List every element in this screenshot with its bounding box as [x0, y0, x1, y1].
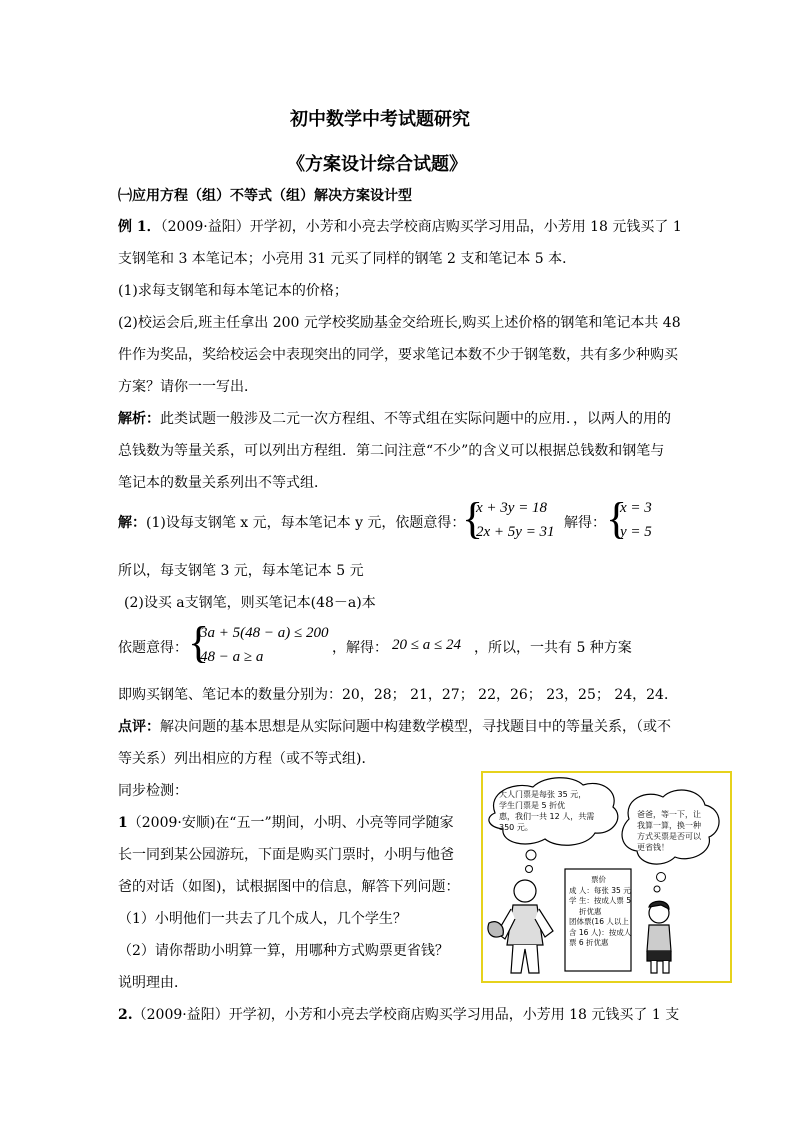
practice1-q3: 说明理由．: [118, 975, 188, 991]
page-title: 初中数学中考试题研究: [290, 109, 470, 130]
practice-heading: 同步检测：: [118, 783, 188, 799]
cloud-bubble-right-2: [654, 886, 660, 892]
price-board-title: 票价: [591, 875, 606, 884]
solution-brace: {: [606, 494, 628, 543]
page-subtitle: 《方案设计综合试题》: [287, 154, 467, 175]
comment-label: 点评：: [118, 719, 160, 735]
equation-brace: {: [462, 494, 484, 543]
practice1-line1: [118, 813, 454, 833]
example1-line1: [118, 217, 682, 237]
example1-q1: (1)求每支钢笔和每本笔记本的价格；: [118, 283, 348, 299]
practice1-line3: 爸的对话（如图)，试根据图中的信息，解答下列问题：: [118, 879, 460, 895]
price-board-line2: 学 生：按成人票 5: [569, 896, 632, 905]
analysis-label: 解析：: [118, 411, 160, 427]
price-board-line1: 成 人：每张 35 元: [569, 885, 631, 895]
example1-q2-line3: 方案？请你一一写出．: [118, 379, 258, 395]
practice2-label: 2.: [118, 1007, 133, 1023]
cloud-right-text: [637, 809, 701, 853]
practice1-q2: （2）请你帮助小明算一算，用哪种方式购票更省钱？: [118, 943, 449, 959]
comment-line1: [118, 717, 671, 737]
practice2-text1: （2009·益阳）开学初，小芳和小亮去学校商店购买学习用品，小芳用 18 元钱买了 1 支: [132, 1007, 680, 1023]
cloud-bubble-left-1: [526, 850, 536, 860]
comment-line2: 等关系）列出相应的方程（或不等式组)．: [118, 751, 376, 767]
cloud-right-line4: 更省钱！: [637, 843, 669, 852]
solve-label: 解得：: [564, 515, 606, 531]
solution-x: x = 3: [620, 500, 652, 516]
analysis-line1: [118, 409, 671, 429]
price-board-line6: 票 6 折优惠: [569, 938, 609, 947]
cloud-bubble-left-2: [526, 866, 533, 873]
practice1-line2: 长一同到某公园游玩，下面是购买门票时，小明与他爸: [118, 847, 454, 863]
price-board-line3: 折优惠: [579, 906, 602, 916]
analysis-text1: 此类试题一般涉及二元一次方程组、不等式组在实际问题中的应用．，以两人的用的: [160, 411, 671, 427]
solution-range: 20 ≤ a ≤ 24: [392, 637, 461, 653]
solution-part2-prefix: 依题意得：: [118, 640, 188, 656]
father-figure: [488, 880, 553, 973]
inequality-2: 48 − a ≥ a: [200, 649, 264, 665]
example1-q2-line1: (2)校运会后,班主任拿出 200 元学校奖励基金交给班长,购买上述价格的钢笔和笔记本共 48: [118, 315, 681, 331]
solution-part2-solve: ，解得：: [332, 640, 388, 656]
cloud-bubble-right-1: [657, 873, 666, 882]
cloud-left-text: [499, 789, 594, 833]
practice1-q1: （1）小明他们一共去了几个成人，几个学生？: [118, 911, 407, 927]
solution-part1-text: (1)设每支钢笔 x 元，每本笔记本 y 元，依题意得：: [146, 515, 466, 531]
section-heading: ㈠应用方程（组）不等式（组）解决方案设计型: [118, 188, 412, 204]
cloud-right-line2: 我算一算，换一种: [637, 821, 701, 830]
boy-figure: [647, 901, 671, 973]
practice1-label: 1: [118, 815, 128, 831]
equation-1: x + 3y = 18: [476, 500, 548, 516]
solution-plans: 即购买钢笔、笔记本的数量分别为：20，28； 21，27； 22，26； 23，25； 24，24．: [118, 687, 678, 703]
solution-label: 解：: [118, 515, 146, 531]
example1-q2-line2: 件作为奖品，奖给校运会中表现突出的同学，要求笔记本数不少于钢笔数，共有多少种购买: [118, 347, 678, 363]
example1-text1: （2009·益阳）开学初，小芳和小亮去学校商店购买学习用品，小芳用 18 元钱买了 1: [160, 219, 682, 235]
solution-result1: 所以，每支钢笔 3 元，每本笔记本 5 元: [118, 563, 364, 579]
cloud-left-line3: 惠，我们一共 12 人，共需: [499, 812, 595, 821]
solution-y: y = 5: [620, 524, 652, 540]
example1-line2: 支钢笔和 3 本笔记本；小亮用 31 元买了同样的钢笔 2 支和笔记本 5 本．: [118, 251, 577, 267]
price-board-text: [569, 875, 631, 949]
inequality-1: 3a + 5(48 − a) ≤ 200: [200, 625, 329, 641]
comment-text1: 解决问题的基本思想是从实际问题中构建数学模型，寻找题目中的等量关系，（或不: [160, 719, 671, 735]
analysis-line3: 笔记本的数量关系列出不等式组．: [118, 475, 328, 491]
cloud-left-line4: 350 元。: [499, 823, 533, 832]
practice1-text1: （2009·安顺)在“五一”期间，小明、小亮等同学随家: [127, 815, 454, 831]
cloud-right-line3: 方式买票是否可以: [637, 832, 701, 841]
cloud-right-line1: 爸爸，等一下，让: [637, 810, 701, 819]
cloud-left-line1: 大人门票是每张 35 元，: [499, 790, 587, 799]
analysis-line2: 总钱数为等量关系，可以列出方程组．第二问注意“不少”的含义可以根据总钱数和钢笔与: [118, 443, 665, 459]
solution-part1: [118, 513, 465, 533]
price-board-line5: 含 16 人)：按成人: [569, 927, 632, 937]
equation-2: 2x + 5y = 31: [476, 524, 555, 540]
price-board-line4: 团体票(16 人以上: [569, 917, 629, 926]
practice2-line1: [118, 1005, 679, 1025]
inequality-brace: {: [188, 618, 210, 667]
solution-part2: (2)设买 a支钢笔，则买笔记本(48－a)本: [124, 595, 376, 611]
solution-part2-result: ，所以，一共有 5 种方案: [474, 640, 632, 656]
example1-label: 例 1．: [118, 219, 161, 235]
ticket-illustration: [481, 771, 732, 983]
cloud-left-line2: 学生门票是 5 折优: [499, 801, 566, 810]
